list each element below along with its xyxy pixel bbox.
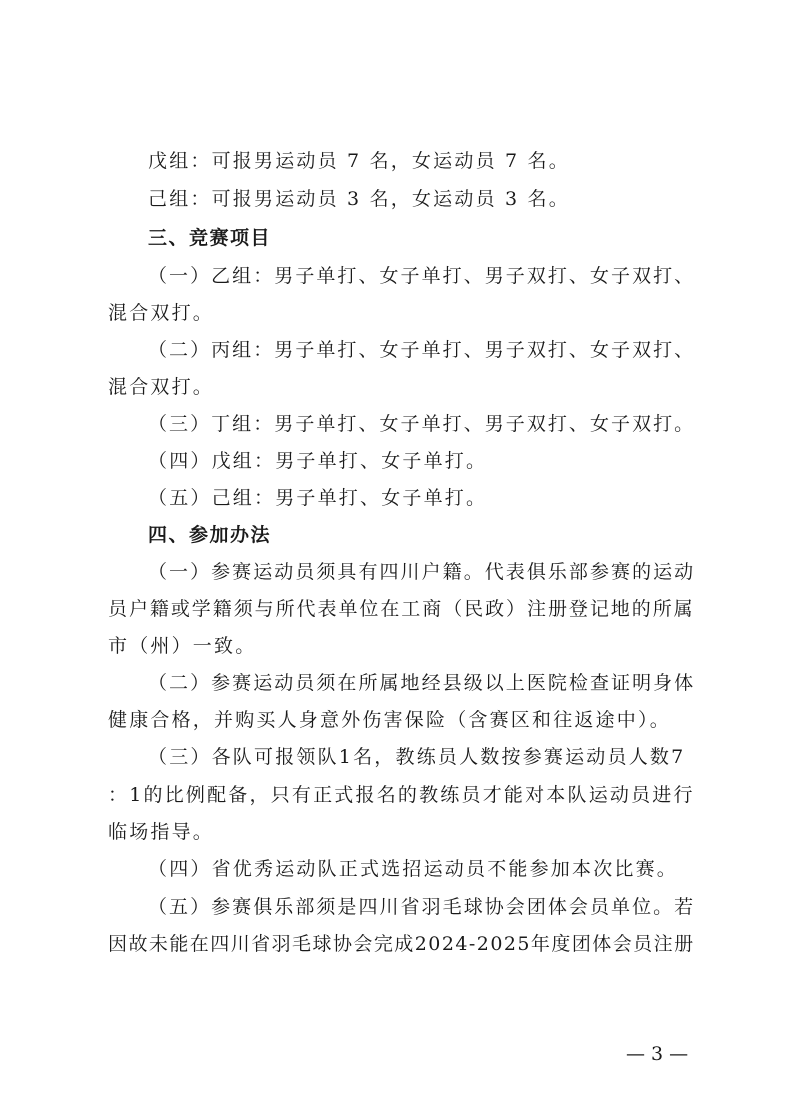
text-line: 健康合格，并购买人身意外伤害保险（含赛区和往返途中）。 — [108, 709, 671, 731]
text-line: （三）丁组：男子单打、女子单打、男子双打、女子双打。 — [148, 413, 696, 435]
text-line: （一）参赛运动员须具有四川户籍。代表俱乐部参赛的运动 — [148, 561, 696, 583]
text-line: （二）丙组：男子单打、女子单打、男子双打、女子双打、 — [148, 339, 696, 361]
text-line: 己组：可报男运动员 3 名，女运动员 3 名。 — [148, 188, 570, 210]
section-heading: 三、竞赛项目 — [148, 227, 272, 249]
section-heading: 四、参加办法 — [148, 524, 272, 546]
page-number: — 3 — — [626, 1043, 689, 1065]
text-line: 员户籍或学籍须与所代表单位在工商（民政）注册登记地的所属 — [108, 598, 695, 620]
text-line: （二）参赛运动员须在所属地经县级以上医院检查证明身体 — [148, 672, 696, 694]
text-line: 临场指导。 — [108, 821, 215, 843]
text-line: 混合双打。 — [108, 302, 215, 324]
text-line: 混合双打。 — [108, 376, 215, 398]
text-line: （三）各队可报领队1名，教练员人数按参赛运动员人数7 — [148, 746, 686, 768]
text-line: 戊组：可报男运动员 7 名，女运动员 7 名。 — [148, 150, 570, 172]
text-line: （四）省优秀运动队正式选招运动员不能参加本次比赛。 — [148, 858, 679, 880]
text-line: （五）己组：男子单打、女子单打。 — [148, 487, 488, 509]
text-line: （一）乙组：男子单打、女子单打、男子双打、女子双打、 — [148, 265, 696, 287]
text-line: ：1的比例配备，只有正式报名的教练员才能对本队运动员进行 — [108, 784, 695, 806]
text-line: 市（州）一致。 — [108, 635, 257, 657]
text-line: （五）参赛俱乐部须是四川省羽毛球协会团体会员单位。若 — [148, 896, 696, 918]
text-line: 因故未能在四川省羽毛球协会完成2024-2025年度团体会员注册 — [108, 933, 695, 955]
text-line: （四）戊组：男子单打、女子单打。 — [148, 450, 488, 472]
